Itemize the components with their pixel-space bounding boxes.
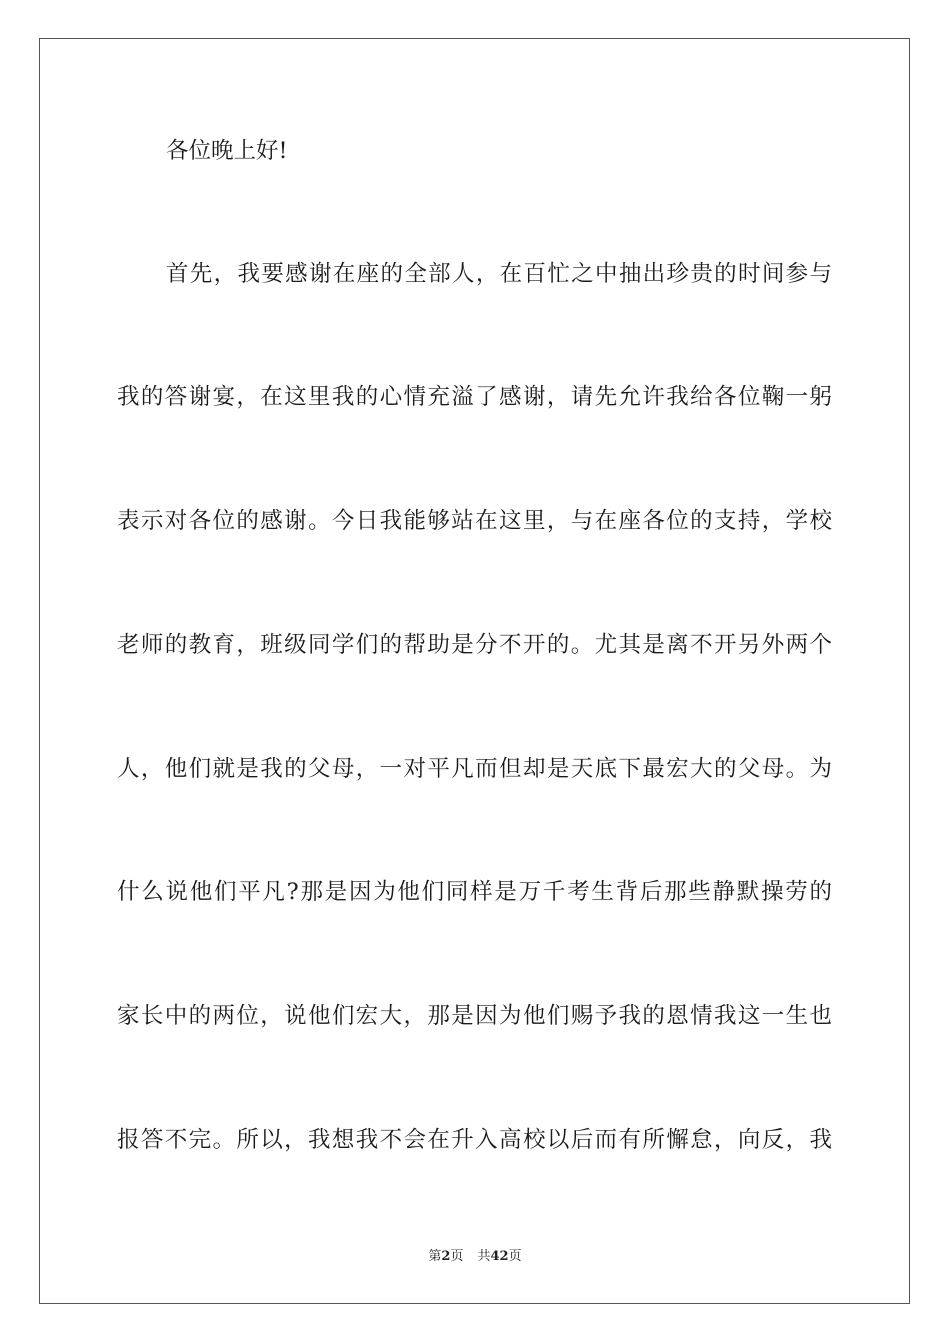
page-suffix: 页 (450, 1249, 464, 1264)
total-prefix: 共 (477, 1249, 491, 1264)
paragraph-line-2: 我的答谢宴，在这里我的心情充溢了感谢，请先允许我给各位鞠一躬 (117, 384, 832, 410)
paragraph-line-7: 家长中的两位，说他们宏大，那是因为他们赐予我的恩情我这一生也 (117, 1003, 832, 1029)
paragraph-line-6: 什么说他们平凡?那是因为他们同样是万千考生背后那些静默操劳的 (117, 879, 832, 905)
total-suffix: 页 (508, 1249, 522, 1264)
paragraph-line-4: 老师的教育，班级同学们的帮助是分不开的。尤其是离不开另外两个 (117, 632, 832, 658)
paragraph-line-8: 报答不完。所以，我想我不会在升入高校以后而有所懈怠，向反，我 (117, 1127, 832, 1153)
paragraph-line-3: 表示对各位的感谢。今日我能够站在这里，与在座各位的支持，学校 (117, 508, 832, 534)
page-number: 2 (441, 1249, 451, 1264)
page-prefix: 第 (428, 1249, 442, 1264)
total-pages: 42 (490, 1249, 509, 1264)
paragraph-line-5: 人，他们就是我的父母，一对平凡而但却是天底下最宏大的父母。为 (117, 756, 832, 782)
page-frame (39, 38, 910, 1304)
paragraph-line-1: 首先，我要感谢在座的全部人，在百忙之中抽出珍贵的时间参与 (166, 261, 832, 287)
page-footer (0, 1249, 950, 1265)
greeting-line: 各位晚上好! (166, 138, 288, 164)
